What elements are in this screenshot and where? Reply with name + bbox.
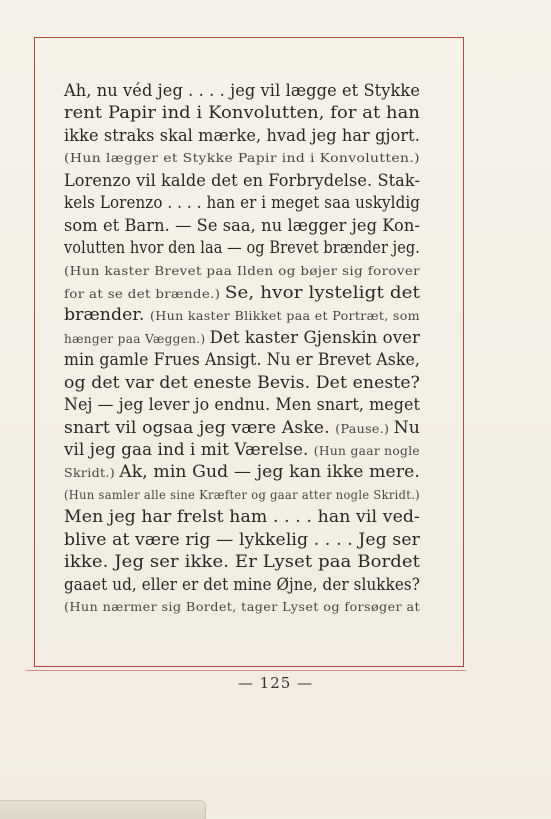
- text-line: [64, 282, 420, 304]
- text-line: [64, 327, 420, 349]
- stage-direction: (Hun kaster Brevet paa Ilden og bøjer sig forover: [64, 263, 420, 278]
- dialogue-text: min gamle Frues Ansigt. Nu er Brevet Aske,: [64, 350, 420, 370]
- text-line: [64, 439, 420, 461]
- dialogue-text: ikke straks skal mærke, hvad jeg har gjort.: [64, 125, 420, 145]
- line-content: [64, 417, 420, 440]
- underlying-page-edge: [0, 800, 206, 819]
- page-number: — 125 —: [237, 674, 314, 692]
- line-content: [64, 147, 420, 169]
- text-line: [64, 237, 420, 259]
- dialogue-text: som et Barn. — Se saa, nu lægger jeg Kon-: [64, 215, 420, 235]
- stage-direction: (Hun kaster Blikket paa et Portræt, som: [150, 309, 420, 324]
- line-content: [64, 349, 420, 371]
- line-content: [64, 170, 420, 192]
- text-line: [64, 551, 420, 573]
- stage-direction: Skridt.): [64, 466, 120, 481]
- text-line: [64, 125, 420, 147]
- stage-direction-line: [64, 260, 420, 282]
- text-line: [64, 417, 420, 439]
- stage-direction: hænger paa Væggen.): [64, 331, 210, 346]
- text-line: [64, 102, 420, 124]
- dialogue-text: Men jeg har frelst ham . . . . han vil ved-: [64, 507, 420, 527]
- line-content: [64, 506, 420, 528]
- text-line: [64, 349, 420, 371]
- line-content: [64, 192, 420, 214]
- dialogue-text: volutten hvor den laa — og Brevet brænder jeg.: [64, 238, 420, 258]
- dialogue-text: rent Papir ind i Konvolutten, for at han: [64, 103, 421, 123]
- line-content: [64, 439, 420, 462]
- line-content: [64, 102, 420, 124]
- dialogue-text: og det var det eneste Bevis. Det eneste?: [64, 372, 420, 392]
- line-content: [64, 394, 420, 416]
- line-content: [64, 461, 420, 484]
- line-content: [64, 551, 420, 573]
- line-content: [64, 574, 420, 596]
- dialogue-text: Det kaster Gjenskin over: [209, 327, 420, 347]
- line-content: [64, 529, 420, 551]
- line-content: [64, 327, 420, 350]
- dialogue-text: kels Lorenzo . . . . han er i meget saa uskyldig: [64, 193, 420, 213]
- text-line: [64, 394, 420, 416]
- stage-direction: (Hun nærmer sig Bordet, tager Lyset og forsøger at: [64, 600, 421, 615]
- text-line: [64, 372, 420, 394]
- line-content: [64, 372, 420, 394]
- stage-direction: (Pause.): [335, 421, 394, 436]
- dialogue-text: Ah, nu véd jeg . . . . jeg vil lægge et Stykke: [64, 81, 421, 100]
- line-content: [64, 80, 420, 102]
- stage-direction: (Hun samler alle sine Kræfter og gaar atter nogle Skridt.): [64, 487, 420, 502]
- text-line: [64, 574, 420, 596]
- stage-direction: (Hun gaar nogle: [313, 444, 420, 458]
- dialogue-text: Se, hvor lysteligt det: [224, 282, 421, 302]
- text-line: [64, 529, 420, 551]
- text-line: [64, 192, 420, 214]
- frame-rule: [26, 670, 466, 671]
- dialogue-text: brænder.: [64, 305, 151, 325]
- dialogue-text: gaaet ud, eller er det mine Øjne, der slukkes?: [64, 574, 421, 594]
- text-line: [64, 461, 420, 483]
- dialogue-text: vil jeg gaa ind i mit Værelse.: [64, 440, 314, 459]
- stage-direction: (Hun lægger et Stykke Papir ind i Konvolutten.): [64, 151, 420, 166]
- dialogue-text: snart vil ogsaa jeg være Aske.: [64, 417, 336, 437]
- text-line: [64, 304, 420, 326]
- line-content: [64, 304, 420, 327]
- dialogue-text: ikke. Jeg ser ikke. Er Lyset paa Bordet: [64, 552, 421, 572]
- stage-direction-line: [64, 147, 420, 169]
- line-content: [64, 484, 420, 506]
- line-content: [64, 125, 420, 147]
- dialogue-text: Ak, min Gud — jeg kan ikke mere.: [119, 462, 420, 482]
- line-content: [64, 282, 420, 305]
- dialogue-text: Lorenzo vil kalde det en Forbrydelse. Stak-: [64, 170, 421, 190]
- line-content: [64, 215, 420, 237]
- text-line: [64, 80, 420, 102]
- line-content: [64, 237, 420, 259]
- body-text: [64, 80, 420, 619]
- text-line: [64, 170, 420, 192]
- stage-direction-line: [64, 596, 420, 618]
- dialogue-text: Nej — jeg lever jo endnu. Men snart, meget: [64, 395, 420, 415]
- stage-direction-line: [64, 484, 420, 506]
- dialogue-text: Nu: [393, 417, 421, 437]
- line-content: [64, 260, 420, 282]
- dialogue-text: blive at være rig — lykkelig . . . . Jeg ser: [64, 529, 421, 549]
- stage-direction: for at se det brænde.): [64, 286, 225, 301]
- text-line: [64, 215, 420, 237]
- text-line: [64, 506, 420, 528]
- line-content: [64, 596, 420, 618]
